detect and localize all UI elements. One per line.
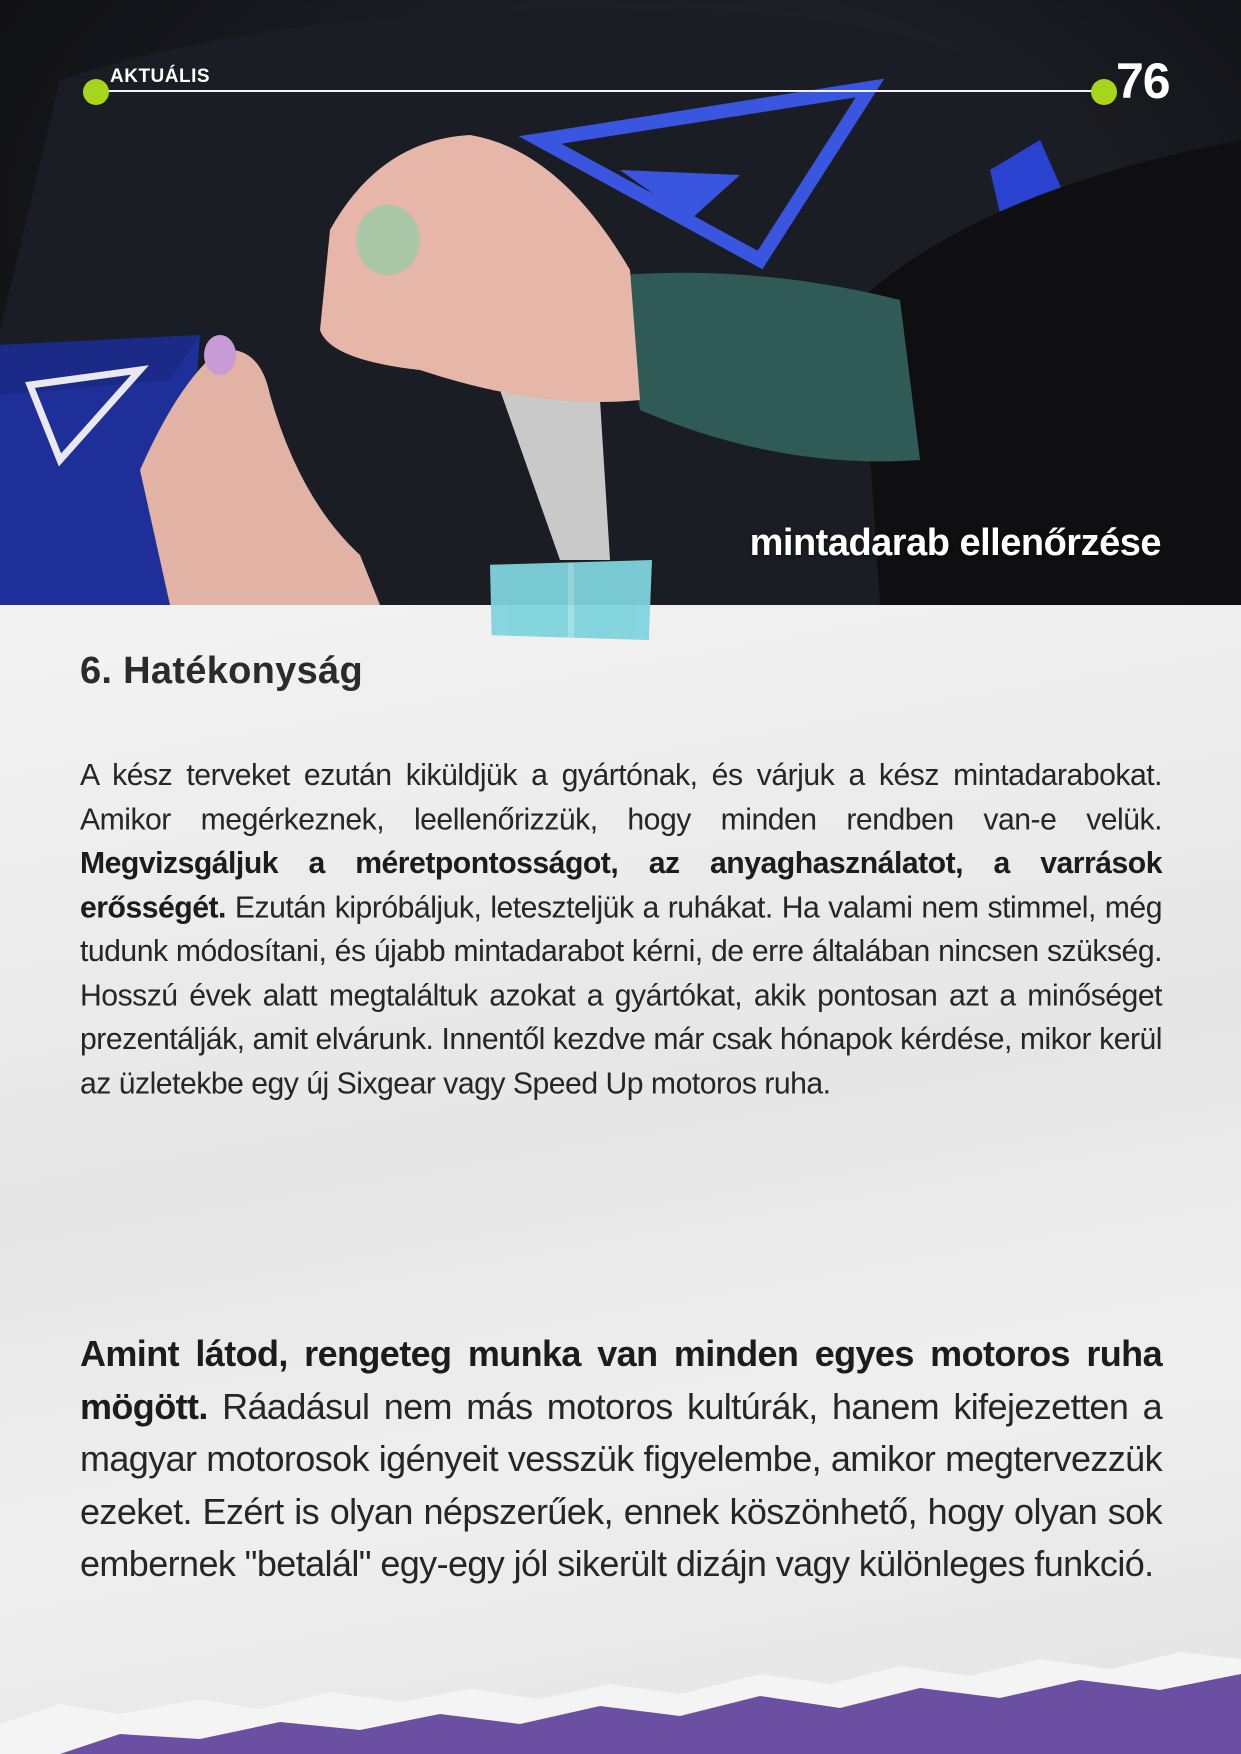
paragraph-1 <box>80 753 1162 1105</box>
hero-photo <box>0 0 1241 605</box>
paragraph-1-text-before: A kész terveket ezután kiküldjük a gyártónak, és várjuk a kész mintadarabokat. Amikor megérkeznek, leellenőrizzük, hogy minden rendben van-e velük. <box>80 757 1162 836</box>
page-number: 76 <box>1116 53 1170 109</box>
accent-dot-left <box>83 79 109 105</box>
paragraph-2-bold: Amint látod, rengeteg munka van minden egyes motoros ruha mögött. <box>80 1333 1162 1427</box>
photo-caption: mintadarab ellenőrzése <box>749 522 1161 564</box>
section-label: AKTUÁLIS <box>110 66 211 87</box>
accent-dot-right <box>1091 79 1117 105</box>
paragraph-2 <box>80 1328 1162 1591</box>
tape-decoration <box>490 560 652 640</box>
paragraph-1-text-after: Ezután kipróbáljuk, leteszteljük a ruhákat. Ha valami nem stimmel, még tudunk módosítani, és újabb mintadarabot kérni, de erre általában nincsen szükség. Hosszú évek alatt megtaláltuk azokat a gyártókat, akik pontosan azt a minőséget prezentálják, amit elvárunk. Innentől kezdve már csak hónapok kérdése, mikor kerül az üzletekbe egy új Sixgear vagy Speed Up motoros ruha. <box>80 889 1162 1100</box>
paragraph-2-text-after: Ráadásul nem más motoros kultúrák, hanem kifejezetten a magyar motorosok igényeit vesszük figyelembe, amikor megtervezzük ezeket. Ezért is olyan népszerűek, ennek köszönhető, hogy olyan sok embernek "betalál" egy-egy jól sikerült dizájn vagy különleges funkció. <box>80 1385 1162 1584</box>
header-rule <box>96 90 1104 92</box>
torn-paper-decoration <box>0 1604 1241 1754</box>
paragraph-1-bold: Megvizsgáljuk a méretpontosságot, az anyaghasználatot, a varrások erősségét. <box>80 845 1162 924</box>
article-heading: 6. Hatékonyság <box>80 650 363 692</box>
